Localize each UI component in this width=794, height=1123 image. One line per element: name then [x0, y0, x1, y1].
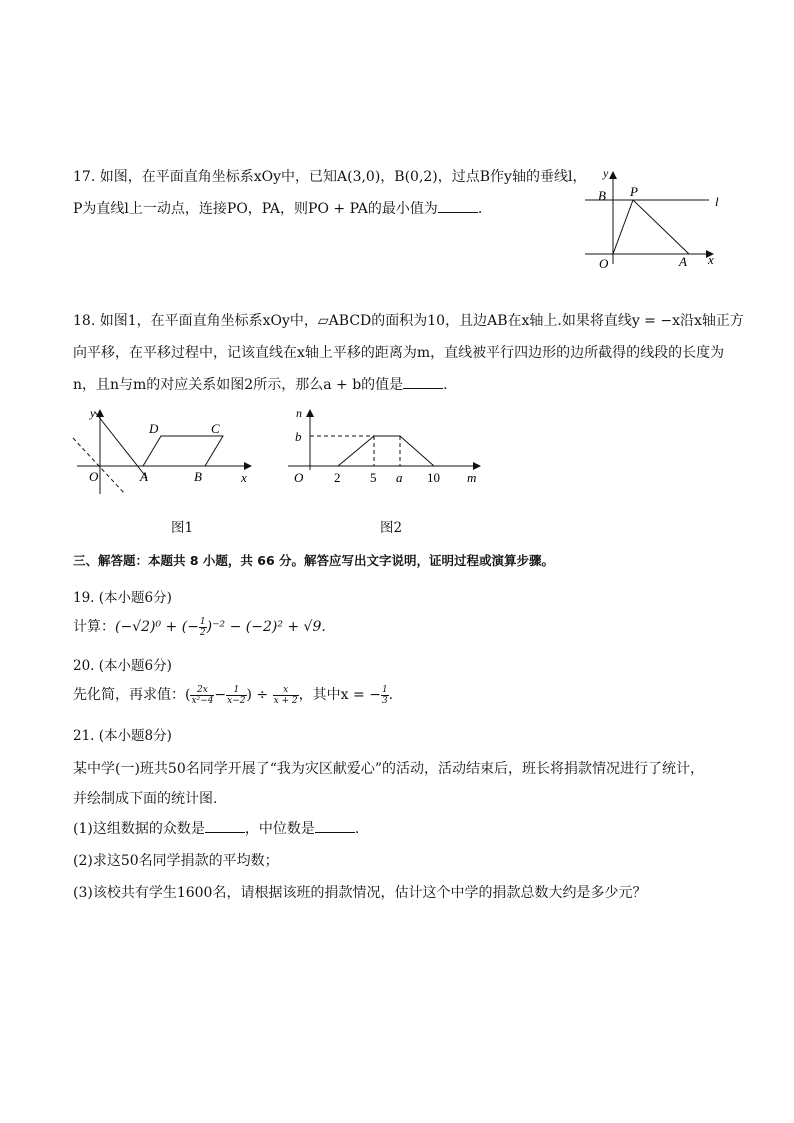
q19-frac-num: 1: [199, 616, 206, 627]
label-y: y: [603, 166, 609, 180]
answer-blank: [205, 820, 245, 833]
q21-part1: [73, 818, 359, 838]
figure1-caption: 图1: [171, 520, 194, 536]
q21-line2: 并绘制成下面的统计图.: [73, 791, 218, 807]
label-d: D: [149, 421, 159, 436]
q19-expression: [73, 616, 326, 638]
q21-part3: (3)该校共有学生1600名，请根据该班的捐款情况，估计这个中学的捐款总数大约是多少元？: [73, 885, 647, 901]
label-o: O: [599, 256, 609, 271]
q20-fraction-1: [190, 685, 214, 706]
q20-label: 先化简，再求值：(: [73, 687, 191, 703]
q20-divide: ) ÷: [246, 687, 273, 703]
q19-label: 计算：: [73, 619, 115, 635]
tick-a: a: [396, 470, 403, 485]
q20-mid: ，其中x = −: [298, 687, 381, 703]
q17-period: .: [477, 201, 483, 217]
q17-figure: [575, 160, 735, 275]
q18-line1: 18. 如图1，在平面直角坐标系xOy中，▱ABCD的面积为10，且边AB在x轴上.如果将直线y = −x沿x轴正方: [73, 313, 744, 329]
q20-f2-den: x−2: [227, 695, 246, 706]
label-y: y: [90, 406, 96, 420]
q19-header: 19. (本小题6分): [73, 590, 172, 606]
answer-blank: [403, 376, 443, 389]
tick-5: 5: [370, 470, 377, 485]
segment-pa: [633, 200, 689, 254]
q19-expr-b: )⁻² − (−2)² + √9.: [206, 619, 326, 635]
label-b: b: [295, 429, 302, 444]
q19-expr-a: (−√2)⁰ + (−: [115, 619, 199, 635]
label-c: C: [211, 421, 220, 436]
label-a: A: [140, 469, 148, 484]
q20-expression: [73, 684, 393, 706]
q18-period: .: [443, 377, 448, 393]
q21-p1-a: (1)这组数据的众数是: [73, 821, 205, 837]
q20-fraction-2: [226, 685, 246, 706]
label-x: x: [241, 470, 247, 485]
q17-line1: 17. 如图，在平面直角坐标系xOy中，已知A(3,0)，B(0,2)，过点B作y轴的垂线l，: [73, 169, 587, 185]
q21-line1: 某中学(一)班共50名同学开展了“我为灾区献爱心”的活动，活动结束后，班长将捐款情况进行了统计，: [73, 761, 705, 777]
label-o: O: [294, 470, 304, 485]
q21-p1-c: .: [354, 821, 360, 837]
q17-line2-text: P为直线l上一动点，连接PO，PA，则PO + PA的最小值为: [73, 201, 438, 217]
q21-p1-b: ，中位数是: [244, 821, 315, 837]
q20-fraction-4: [381, 685, 389, 706]
q20-fraction-3: [273, 685, 299, 706]
q18-line3: [73, 374, 448, 394]
tick-2: 2: [334, 470, 341, 485]
q20-f1-den: x²−4: [191, 695, 214, 706]
q21-part2: (2)求这50名同学捐款的平均数；: [73, 853, 279, 869]
label-x: x: [708, 252, 714, 267]
q20-f4-num: 1: [381, 684, 388, 695]
q18-line2: 向平移，在平移过程中，记该直线在x轴上平移的距离为m，直线被平行四边形的边所截得的线段的长度为: [73, 345, 725, 361]
q21-header: 21. (本小题8分): [73, 728, 172, 744]
q19-fraction: [199, 617, 207, 638]
label-b: B: [598, 188, 606, 203]
q20-f3-den: x + 2: [273, 695, 298, 706]
answer-blank: [438, 200, 478, 213]
q20-f2-num: 1: [226, 685, 246, 696]
q20-end: .: [388, 687, 394, 703]
section-heading: 三、解答题：本题共 8 小题，共 66 分。解答应写出文字说明，证明过程或演算步骤。: [73, 553, 555, 568]
q20-minus: −: [214, 687, 227, 703]
parallelogram-abcd: [143, 436, 223, 466]
label-a: A: [679, 254, 687, 269]
label-l: l: [715, 194, 719, 209]
q18-line3-text: n，且n与m的对应关系如图2所示，那么a + b的值是: [73, 377, 404, 393]
answer-blank: [315, 820, 355, 833]
q20-header: 20. (本小题6分): [73, 658, 172, 674]
q20-f3-num: x: [273, 685, 299, 696]
label-n: n: [296, 406, 302, 420]
label-o: O: [89, 469, 99, 484]
q20-f4-den: 3: [381, 695, 388, 706]
q18-figure2: [282, 402, 487, 497]
tick-10: 10: [427, 470, 440, 485]
label-m: m: [467, 470, 477, 485]
n-m-graph: [338, 436, 434, 466]
label-p: P: [630, 184, 638, 199]
q18-figure1: [65, 402, 260, 497]
figure2-caption: 图2: [380, 520, 403, 536]
q17-line2: [73, 198, 482, 218]
q19-frac-den: 2: [199, 627, 206, 638]
segment-po: [613, 200, 633, 254]
label-b: B: [194, 469, 202, 484]
q20-f1-num: 2x: [190, 685, 214, 696]
